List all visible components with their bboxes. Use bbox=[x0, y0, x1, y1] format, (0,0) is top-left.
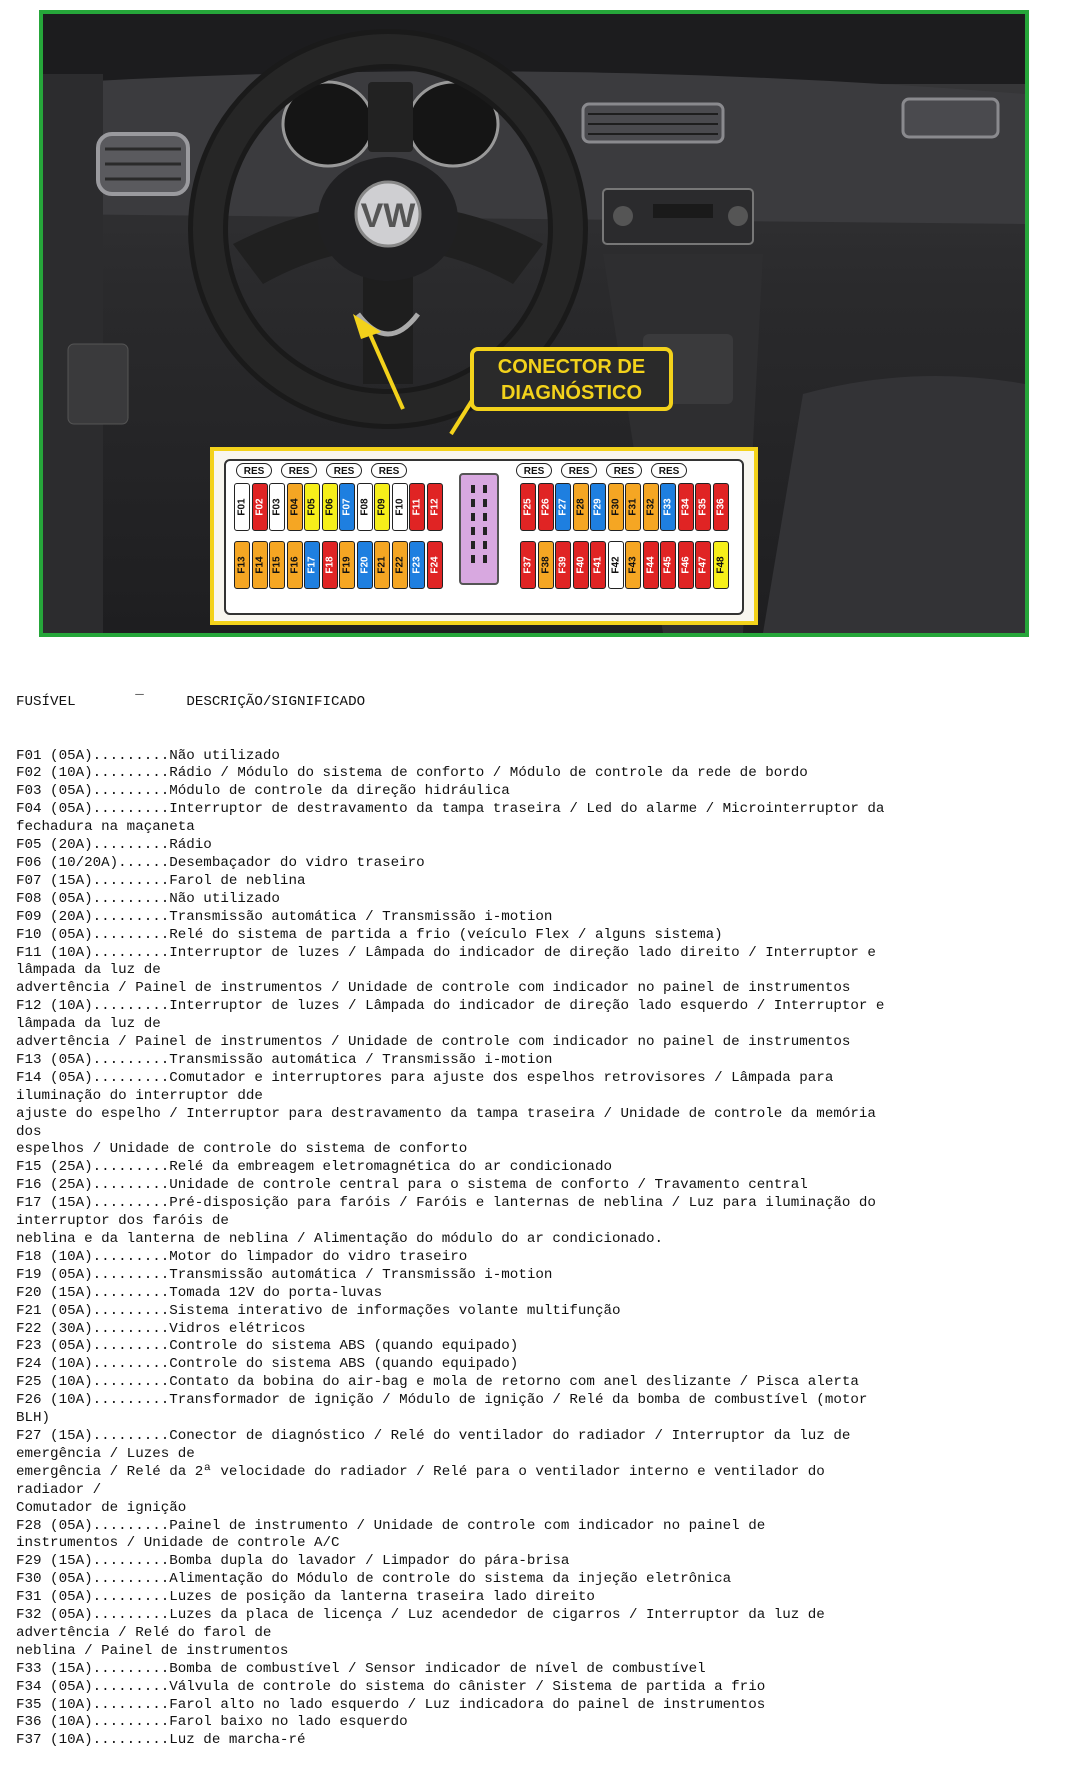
fuse-label: F36 bbox=[715, 498, 726, 516]
list-line: F32 (05A).........Luzes da placa de licença / Luz acendedor de cigarros / Interruptor da luz de bbox=[16, 1607, 825, 1624]
fuse-label: F18 bbox=[324, 556, 335, 574]
list-line: F15 (25A).........Relé da embreagem eletromagnética do ar condicionado bbox=[16, 1159, 612, 1176]
fuse-f36 bbox=[713, 483, 729, 531]
header-mark: ¯ bbox=[135, 693, 144, 710]
list-line: F34 (05A).........Válvula de controle do sistema do cânister / Sistema de partida a frio bbox=[16, 1678, 766, 1695]
fuse-f29 bbox=[590, 483, 606, 531]
fuse-panel bbox=[224, 459, 744, 615]
fuse-label: F33 bbox=[662, 498, 674, 516]
list-lines bbox=[16, 748, 1066, 1751]
list-line: advertência / Painel de instrumentos / Unidade de controle com indicador no painel de instrumentos bbox=[16, 1034, 851, 1051]
list-line: F35 (10A).........Farol alto no lado esquerdo / Luz indicadora do painel de instrumentos bbox=[16, 1696, 766, 1713]
list-line: F13 (05A).........Transmissão automática / Transmissão i-motion bbox=[16, 1051, 553, 1068]
list-line: F24 (10A).........Controle do sistema ABS (quando equipado) bbox=[16, 1356, 519, 1373]
list-line: F29 (15A).........Bomba dupla do lavador / Limpador do pára-brisa bbox=[16, 1553, 570, 1570]
list-line: F20 (15A).........Tomada 12V do porta-luvas bbox=[16, 1284, 383, 1301]
fuse-f20 bbox=[357, 541, 373, 589]
fuse-label: F34 bbox=[680, 498, 691, 516]
list-line: F33 (15A).........Bomba de combustível / Sensor indicador de nível de combustível bbox=[16, 1660, 706, 1677]
fuse-f21 bbox=[374, 541, 390, 589]
fuse-f23 bbox=[409, 541, 425, 589]
fuse-f43 bbox=[625, 541, 641, 589]
list-line: F12 (10A).........Interruptor de luzes / Lâmpada do indicador de direção lado esquerdo / Interruptor e bbox=[16, 998, 885, 1015]
list-line: interruptor dos faróis de bbox=[16, 1213, 229, 1230]
list-line: F01 (05A).........Não utilizado bbox=[16, 747, 280, 764]
list-line: F27 (15A).........Conector de diagnóstico / Relé do ventilador do radiador / Interruptor da luz de bbox=[16, 1427, 851, 1444]
obd-connector bbox=[459, 473, 499, 585]
fuse-diagram bbox=[210, 447, 758, 625]
fuse-label: F38 bbox=[540, 556, 551, 574]
fuse-label: F22 bbox=[394, 556, 405, 574]
list-line: F26 (10A).........Transformador de ignição / Módulo de ignição / Relé da bomba de combustível (motor bbox=[16, 1392, 868, 1409]
fuse-f14 bbox=[252, 541, 268, 589]
list-line: F21 (05A).........Sistema interativo de informações volante multifunção bbox=[16, 1302, 621, 1319]
list-line: fechadura na maçaneta bbox=[16, 819, 195, 836]
fuse-label: F17 bbox=[306, 556, 318, 574]
fuse-f37 bbox=[520, 541, 536, 589]
res-label-right-2: RES bbox=[606, 463, 642, 478]
list-line: F09 (20A).........Transmissão automática / Transmissão i-motion bbox=[16, 908, 553, 925]
fuse-f17 bbox=[304, 541, 320, 589]
fuse-f35 bbox=[695, 483, 711, 531]
fuse-f05 bbox=[304, 483, 320, 531]
fuse-label: F08 bbox=[359, 498, 370, 516]
list-line: neblina / Painel de instrumentos bbox=[16, 1642, 289, 1659]
fuse-f18 bbox=[322, 541, 338, 589]
fuse-label: F46 bbox=[680, 556, 691, 574]
list-line: advertência / Relé do farol de bbox=[16, 1624, 272, 1641]
res-label-left-2: RES bbox=[326, 463, 362, 478]
fuse-f31 bbox=[625, 483, 641, 531]
fuse-description-list bbox=[16, 658, 1066, 1768]
fuse-label: F39 bbox=[557, 556, 569, 574]
list-line: F14 (05A).........Comutador e interruptores para ajuste dos espelhos retrovisores / Lâmpada para bbox=[16, 1069, 834, 1086]
list-line: F05 (20A).........Rádio bbox=[16, 837, 212, 854]
res-label-right-1: RES bbox=[561, 463, 597, 478]
list-line: F25 (10A).........Contato da bobina do air-bag e mola de retorno com anel deslizante / Pisca alerta bbox=[16, 1374, 859, 1391]
fuse-label: F13 bbox=[236, 556, 248, 574]
list-line: emergência / Luzes de bbox=[16, 1445, 195, 1462]
list-line: F36 (10A).........Farol baixo no lado esquerdo bbox=[16, 1714, 408, 1731]
fuse-label: F24 bbox=[429, 556, 440, 574]
fuse-label: F27 bbox=[557, 498, 569, 516]
fuse-label: F14 bbox=[254, 556, 265, 574]
fuse-f15 bbox=[269, 541, 285, 589]
fuse-f39 bbox=[555, 541, 571, 589]
fuse-label: F20 bbox=[359, 556, 370, 574]
fuse-label: F26 bbox=[540, 498, 551, 516]
list-line: F07 (15A).........Farol de neblina bbox=[16, 872, 306, 889]
fuse-label: F05 bbox=[306, 498, 318, 516]
fuse-f13 bbox=[234, 541, 250, 589]
list-line: F17 (15A).........Pré-disposição para faróis / Faróis e lanternas de neblina / Luz para iluminação do bbox=[16, 1195, 876, 1212]
svg-text:VW: VW bbox=[360, 197, 416, 235]
fuse-f08 bbox=[357, 483, 373, 531]
fuse-f28 bbox=[573, 483, 589, 531]
fuse-f32 bbox=[643, 483, 659, 531]
list-line: neblina e da lanterna de neblina / Alimentação do módulo do ar condicionado. bbox=[16, 1231, 664, 1247]
fuse-label: F35 bbox=[697, 498, 709, 516]
list-line: F22 (30A).........Vidros elétricos bbox=[16, 1320, 306, 1337]
fuse-f25 bbox=[520, 483, 536, 531]
fuse-f26 bbox=[538, 483, 554, 531]
res-label-right-3: RES bbox=[651, 463, 687, 478]
header-descricao: DESCRIÇÃO/SIGNIFICADO bbox=[186, 693, 366, 710]
fuse-label: F31 bbox=[627, 498, 639, 516]
res-label-left-1: RES bbox=[281, 463, 317, 478]
list-line: F06 (10/20A)......Desembaçador do vidro traseiro bbox=[16, 854, 425, 871]
fuse-label: F45 bbox=[662, 556, 674, 574]
fuse-f27 bbox=[555, 483, 571, 531]
fuse-label: F25 bbox=[522, 498, 534, 516]
fuse-label: F16 bbox=[289, 556, 300, 574]
fuse-label: F30 bbox=[610, 498, 621, 516]
fuse-f10 bbox=[392, 483, 408, 531]
fuse-f02 bbox=[252, 483, 268, 531]
fuse-label: F48 bbox=[715, 556, 726, 574]
fuse-f12 bbox=[427, 483, 443, 531]
list-line: F19 (05A).........Transmissão automática / Transmissão i-motion bbox=[16, 1266, 553, 1283]
fuse-label: F03 bbox=[271, 498, 283, 516]
fuse-f06 bbox=[322, 483, 338, 531]
list-line: F10 (05A).........Relé do sistema de partida a frio (veículo Flex / alguns sistema) bbox=[16, 926, 723, 943]
list-line: F03 (05A).........Módulo de controle da direção hidráulica bbox=[16, 783, 510, 800]
list-line: lâmpada da luz de bbox=[16, 1016, 161, 1033]
list-line: F37 (10A).........Luz de marcha-ré bbox=[16, 1732, 306, 1749]
fuse-f30 bbox=[608, 483, 624, 531]
fuse-label: F43 bbox=[627, 556, 639, 574]
fuse-label: F44 bbox=[645, 556, 656, 574]
fuse-label: F21 bbox=[376, 556, 388, 574]
fuse-f19 bbox=[339, 541, 355, 589]
fuse-label: F11 bbox=[411, 498, 423, 516]
list-line: F11 (10A).........Interruptor de luzes / Lâmpada do indicador de direção lado direito / Interruptor e bbox=[16, 944, 876, 961]
list-line: iluminação do interruptor dde bbox=[16, 1087, 263, 1104]
fuse-label: F15 bbox=[271, 556, 283, 574]
list-line: emergência / Relé da 2ª velocidade do radiador / Relé para o ventilador interno e ventilador do bbox=[16, 1463, 825, 1480]
obd-pins-icon bbox=[461, 475, 497, 583]
fuse-f22 bbox=[392, 541, 408, 589]
fuse-f44 bbox=[643, 541, 659, 589]
fuse-label: F02 bbox=[254, 498, 265, 516]
list-line: instrumentos / Unidade de controle A/C bbox=[16, 1535, 340, 1552]
fuse-label: F09 bbox=[376, 498, 388, 516]
header-fusivel: FUSÍVEL bbox=[16, 693, 76, 710]
fuse-f03 bbox=[269, 483, 285, 531]
fuse-f16 bbox=[287, 541, 303, 589]
fuse-label: F41 bbox=[592, 556, 604, 574]
list-line: radiador / bbox=[16, 1481, 102, 1498]
list-line: ajuste do espelho / Interruptor para destravamento da tampa traseira / Unidade de controle da memória bbox=[16, 1105, 876, 1122]
fuse-label: F07 bbox=[341, 498, 353, 516]
callout-line2: DIAGNÓSTICO bbox=[500, 382, 643, 404]
list-line: lâmpada da luz de bbox=[16, 962, 161, 979]
res-label-left-0: RES bbox=[236, 463, 272, 478]
fuse-label: F47 bbox=[697, 556, 709, 574]
fuse-label: F37 bbox=[522, 556, 534, 574]
list-line: F31 (05A).........Luzes de posição da lanterna traseira lado direito bbox=[16, 1589, 595, 1606]
fuse-f04 bbox=[287, 483, 303, 531]
fuse-f07 bbox=[339, 483, 355, 531]
fuse-label: F10 bbox=[394, 498, 405, 516]
list-line: Comutador de ignição bbox=[16, 1499, 187, 1516]
list-line: F23 (05A).........Controle do sistema ABS (quando equipado) bbox=[16, 1338, 519, 1355]
fuse-f33 bbox=[660, 483, 676, 531]
fuse-label: F01 bbox=[236, 498, 248, 516]
fuse-f47 bbox=[695, 541, 711, 589]
list-line: BLH) bbox=[16, 1410, 51, 1427]
fuse-f46 bbox=[678, 541, 694, 589]
fuse-label: F32 bbox=[645, 498, 656, 516]
diagnostic-connector-callout bbox=[470, 347, 673, 411]
callout-line1: CONECTOR DE bbox=[497, 356, 646, 378]
fuse-label: F40 bbox=[575, 556, 586, 574]
fuse-label: F12 bbox=[429, 498, 440, 516]
fuse-f11 bbox=[409, 483, 425, 531]
fuse-label: F42 bbox=[610, 556, 621, 574]
fuse-f09 bbox=[374, 483, 390, 531]
fuse-f24 bbox=[427, 541, 443, 589]
res-label-left-3: RES bbox=[371, 463, 407, 478]
res-label-right-0: RES bbox=[516, 463, 552, 478]
fuse-label: F23 bbox=[411, 556, 423, 574]
list-line: F18 (10A).........Motor do limpador do vidro traseiro bbox=[16, 1248, 468, 1265]
list-line: advertência / Painel de instrumentos / Unidade de controle com indicador no painel de instrumentos bbox=[16, 980, 851, 997]
fuse-label: F28 bbox=[575, 498, 586, 516]
fuse-f40 bbox=[573, 541, 589, 589]
fuse-f38 bbox=[538, 541, 554, 589]
list-line: F16 (25A).........Unidade de controle central para o sistema de conforto / Travamento central bbox=[16, 1177, 808, 1194]
fuse-f42 bbox=[608, 541, 624, 589]
fuse-label: F04 bbox=[289, 498, 300, 516]
list-header bbox=[16, 694, 1066, 712]
list-line: espelhos / Unidade de controle do sistema de conforto bbox=[16, 1141, 468, 1158]
list-line: dos bbox=[16, 1123, 42, 1140]
fuse-label: F06 bbox=[324, 498, 335, 516]
list-line: F28 (05A).........Painel de instrumento / Unidade de controle com indicador no painel de bbox=[16, 1517, 766, 1534]
list-line: F30 (05A).........Alimentação do Módulo de controle do sistema da injeção eletrônica bbox=[16, 1571, 732, 1588]
fuse-f34 bbox=[678, 483, 694, 531]
list-line: F02 (10A).........Rádio / Módulo do sistema de conforto / Módulo de controle da rede de bordo bbox=[16, 765, 808, 782]
fuse-f01 bbox=[234, 483, 250, 531]
fuse-f48 bbox=[713, 541, 729, 589]
fuse-label: F19 bbox=[341, 556, 353, 574]
fuse-label: F29 bbox=[592, 498, 604, 516]
fuse-f41 bbox=[590, 541, 606, 589]
list-line: F08 (05A).........Não utilizado bbox=[16, 890, 280, 907]
dashboard-photo bbox=[39, 10, 1029, 637]
fuse-f45 bbox=[660, 541, 676, 589]
list-line: F04 (05A).........Interruptor de destravamento da tampa traseira / Led do alarme / Microinterruptor da bbox=[16, 801, 885, 818]
